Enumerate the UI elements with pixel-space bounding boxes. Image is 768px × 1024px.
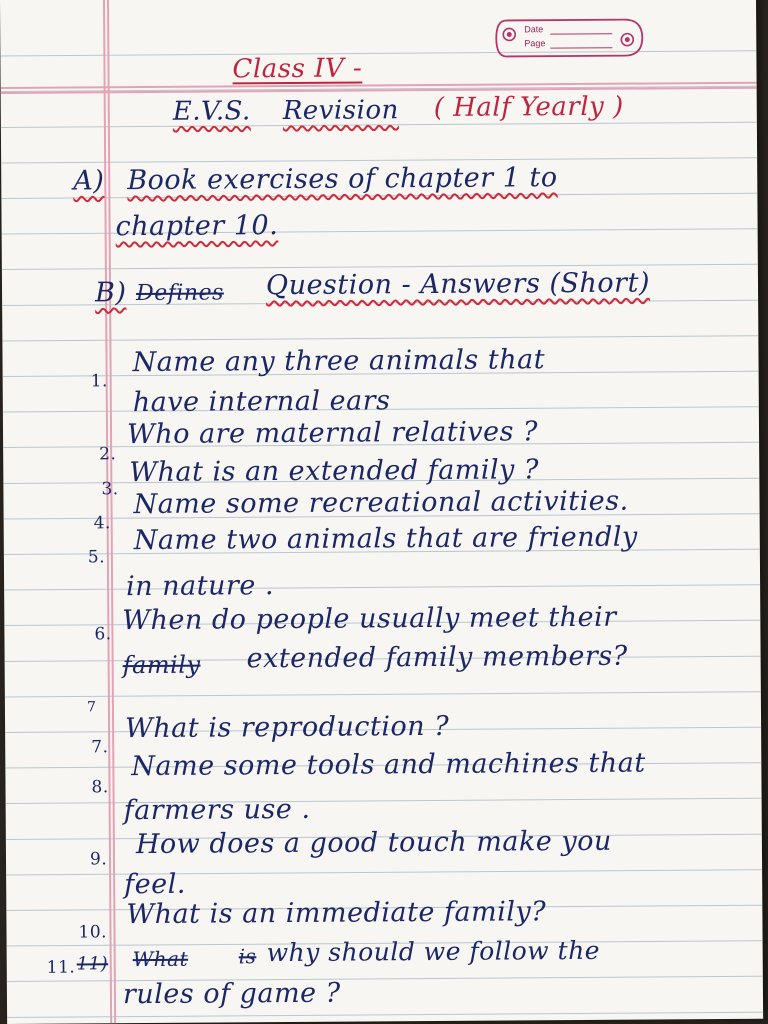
question-number: 10. [78, 922, 108, 943]
question-text: What is an immediate family? [126, 896, 547, 931]
section-b-marker: B) [94, 277, 127, 309]
title-subject: E.V.S. [172, 96, 251, 127]
class-heading: Class IV - [232, 53, 363, 85]
title-term: ( Half Yearly ) [433, 91, 624, 123]
question-text: When do people usually meet their [122, 601, 617, 637]
section-b-struck: Defines [135, 280, 224, 307]
date-label: Date [524, 24, 544, 35]
question-text: rules of game ? [122, 977, 341, 1011]
question-text: Name two animals that are friendly [133, 521, 638, 557]
question-text: extended family members? [246, 640, 628, 675]
page-label: Page [524, 38, 546, 49]
question-struck: is [238, 944, 257, 969]
stray-mark: 7 [86, 699, 97, 716]
question-number: 4. [93, 513, 111, 534]
section-a-line1: Book exercises of chapter 1 to [127, 162, 558, 197]
question-number: 11. [46, 957, 76, 978]
question-struck: family [122, 650, 201, 680]
question-text: Who are maternal relatives ? [126, 416, 539, 451]
question-text: Name some recreational activities. [133, 485, 629, 521]
question-number: 5. [87, 547, 106, 568]
question-text: What is reproduction ? [124, 710, 450, 745]
question-text: Name some tools and machines that [131, 747, 646, 783]
stamp-frame-icon [492, 16, 644, 61]
section-b-heading: Question - Answers (Short) [265, 267, 651, 302]
section-a-marker: A) [73, 165, 105, 197]
question-struck: 11) [76, 953, 109, 975]
question-number: 1. [90, 371, 108, 392]
question-number: 6. [94, 624, 112, 645]
date-page-stamp [492, 16, 644, 61]
question-number: 2. [99, 444, 117, 465]
question-text: Name any three animals that [132, 344, 546, 379]
question-text: in nature . [125, 570, 275, 603]
question-text: have internal ears [132, 385, 391, 419]
question-text: farmers use . [123, 793, 311, 827]
question-text: How does a good touch make you [135, 825, 612, 861]
title-revision: Revision [282, 95, 399, 127]
header-rule [1, 87, 757, 94]
question-text: feel. [124, 868, 186, 901]
question-text: What is an extended family ? [129, 454, 540, 489]
question-number: 9. [89, 849, 108, 870]
question-number: 3. [101, 479, 119, 500]
question-number: 7. [91, 737, 109, 758]
section-a-line2: chapter 10. [115, 210, 279, 243]
question-number: 8. [91, 777, 109, 798]
question-text: why should we follow the [266, 935, 601, 968]
question-struck: What [132, 946, 189, 972]
